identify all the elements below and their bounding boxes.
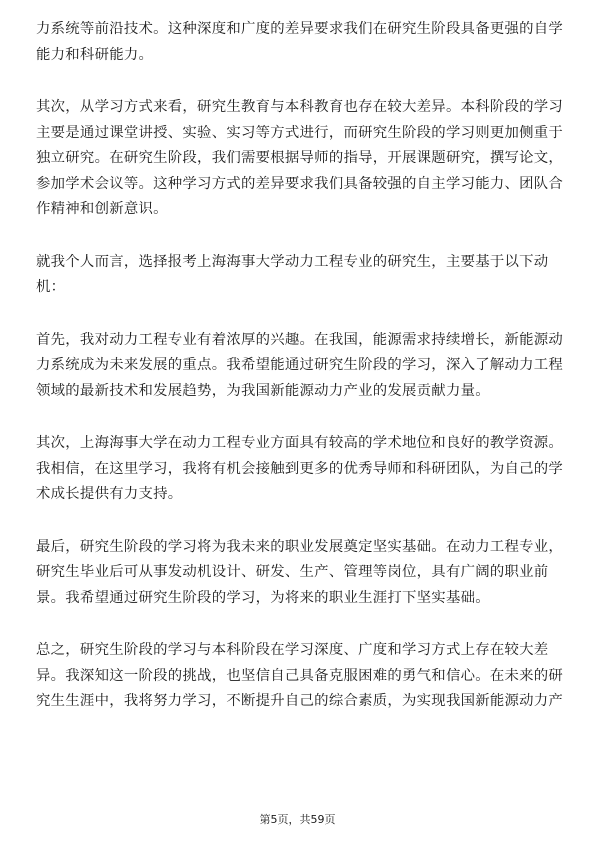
- text-line: 景。我希望通过研究生阶段的学习，为将来的职业生涯打下坚实基础。: [36, 589, 490, 606]
- paragraph-4: [36, 328, 572, 405]
- text-line: 究生生涯中，我将努力学习，不断提升自己的综合素质，为实现我国新能源动力产: [36, 693, 564, 709]
- text-line: 能力和科研能力。: [36, 46, 154, 63]
- text-line: 最后，研究生阶段的学习将为我未来的职业发展奠定坚实基础。在动力工程专业，: [36, 538, 564, 555]
- text-line: 就我个人而言，选择报考上海海事大学动力工程专业的研究生，主要基于以下动: [36, 253, 549, 270]
- text-line: 力系统成为未来发展的重点。我希望能通过研究生阶段的学习，深入了解动力工程: [36, 357, 564, 373]
- text-line: 我相信，在这里学习，我将有机会接触到更多的优秀导师和科研团队，为自己的学: [36, 460, 564, 477]
- text-line: 独立研究。在研究生阶段，我们需要根据导师的指导，开展课题研究，撰写论文，: [36, 150, 564, 166]
- text-line: 领域的最新技术和发展趋势，为我国新能源动力产业的发展贡献力量。: [36, 382, 490, 399]
- text-line: 首先，我对动力工程专业有着浓厚的兴趣。在我国，能源需求持续增长，新能源动: [36, 331, 564, 348]
- paragraph-6: [36, 535, 572, 612]
- paragraph-3: [36, 250, 572, 301]
- document-body: [36, 17, 572, 742]
- paragraph-1: [36, 17, 572, 68]
- text-line: 其次，从学习方式来看，研究生教育与本科教育也存在较大差异。本科阶段的学习: [36, 99, 564, 115]
- text-line: 作精神和创新意识。: [36, 201, 168, 217]
- text-line: 术成长提供有力支持。: [36, 486, 183, 502]
- text-line: 参加学术会议等。这种学习方式的差异要求我们具备较强的自主学习能力、团队合: [36, 175, 564, 192]
- text-line: 研究生毕业后可从事发动机设计、研发、生产、管理等岗位，具有广阔的职业前: [36, 564, 549, 580]
- paragraph-2: [36, 95, 572, 223]
- text-line: 总之，研究生阶段的学习与本科阶段在学习深度、广度和学习方式上存在较大差: [36, 642, 549, 658]
- text-line: 力系统等前沿技术。这种深度和广度的差异要求我们在研究生阶段具备更强的自学: [36, 21, 564, 37]
- text-line: 其次，上海海事大学在动力工程专业方面具有较高的学术地位和良好的教学资源。: [36, 435, 564, 451]
- page-number-footer: 第5页，共59页: [259, 813, 336, 826]
- paragraph-7: [36, 638, 572, 715]
- paragraph-5: [36, 431, 572, 508]
- text-line: 机：: [36, 279, 66, 295]
- text-line: 主要是通过课堂讲授、实验、实习等方式进行，而研究生阶段的学习则更加侧重于: [36, 124, 564, 141]
- text-line: 异。我深知这一阶段的挑战，也坚信自己具备克服困难的勇气和信心。在未来的研: [36, 667, 564, 684]
